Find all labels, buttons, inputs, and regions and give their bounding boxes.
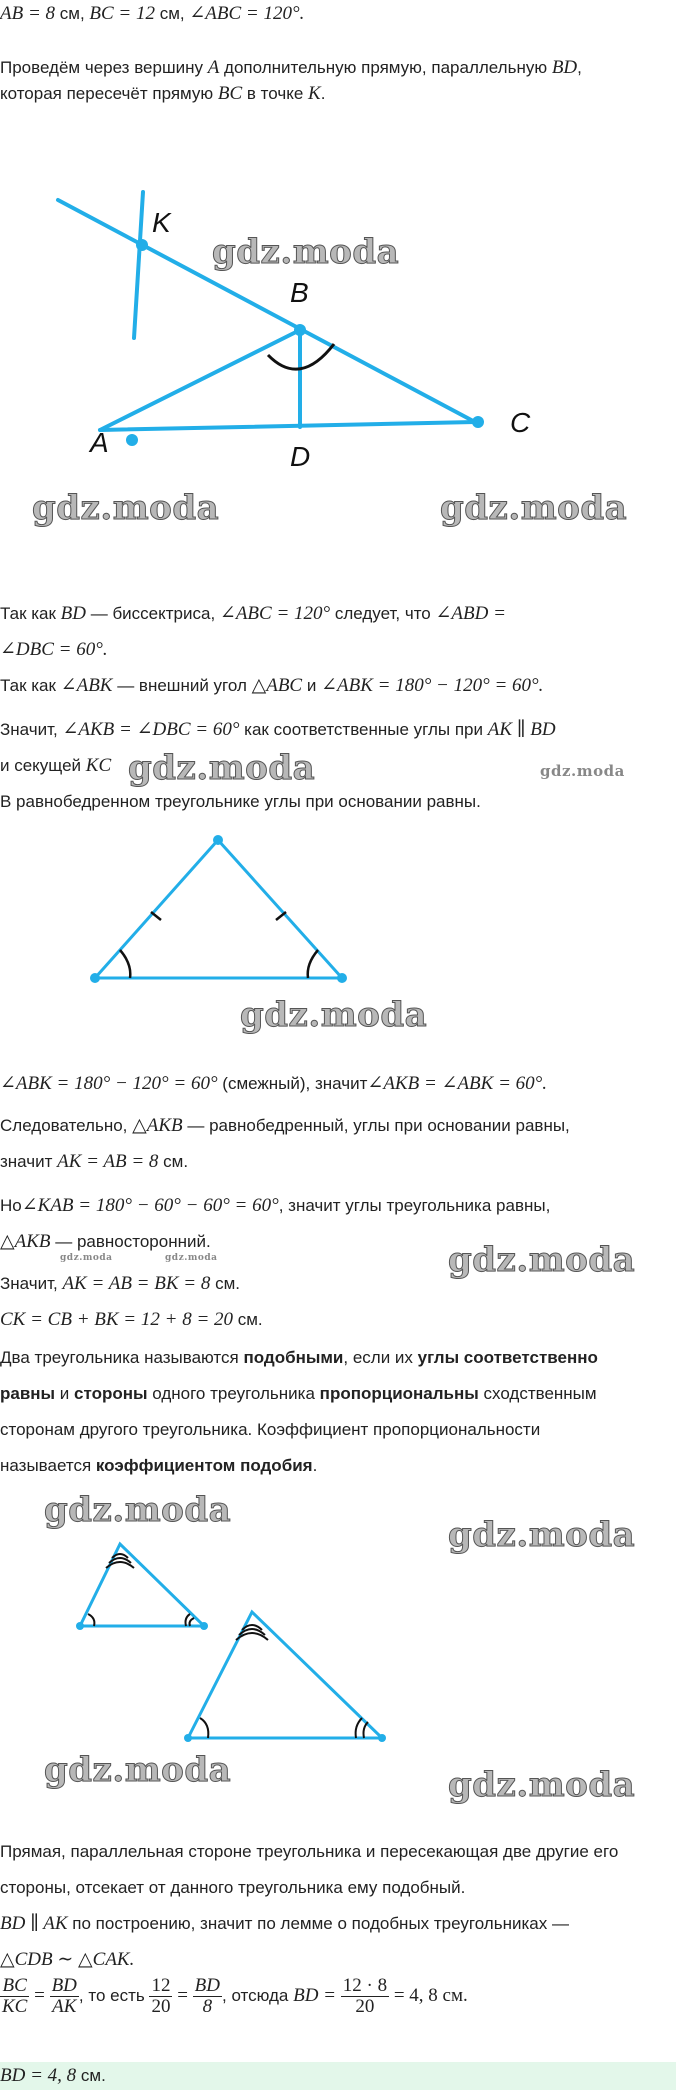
point-a [126, 434, 138, 446]
math: ∠ABC = 120° [219, 603, 331, 624]
consequence-line-1 [0, 1114, 676, 1138]
math: AK = AB = 8 [57, 1151, 159, 1172]
text: . [320, 84, 326, 103]
large-triangle [188, 1612, 382, 1738]
fraction-bd-ak [50, 1976, 79, 2017]
math: △AKB [0, 1231, 51, 1252]
text: Два треугольника называются [0, 1348, 244, 1367]
text: Значит, [0, 1274, 63, 1293]
text: значит [0, 1152, 58, 1171]
text: одного треугольника [147, 1384, 320, 1403]
numerator: 12 · 8 [342, 1976, 388, 1996]
equals: = [172, 1984, 193, 2006]
math: △AKB [132, 1115, 183, 1136]
text: — равнобедренный, углы при основании равны, [182, 1116, 570, 1135]
text: — биссектриса, [86, 604, 220, 623]
watermark: gdz.moda [60, 1253, 113, 1263]
text: , отсюда [222, 1985, 294, 2005]
fraction-bc-kc [0, 1976, 29, 2017]
figure-similar-triangles [0, 1530, 680, 1750]
watermark: gdz.moda [440, 488, 628, 528]
lemma-line-2: стороны, отсекает от данного треугольника ему подобный. [0, 1878, 466, 1897]
math: BD [551, 57, 578, 78]
line-ak [134, 192, 143, 338]
watermark: gdz.moda [240, 995, 428, 1035]
unit: см, [55, 4, 90, 23]
text: дополнительную прямую, параллельную [219, 58, 552, 77]
label-b: B [290, 277, 309, 308]
watermark: gdz.moda [448, 1515, 636, 1555]
watermark: gdz.moda [448, 1765, 636, 1805]
given-angle: ∠ABC = 120°. [189, 3, 305, 24]
label-k: K [152, 207, 171, 238]
vertex-right [337, 973, 347, 983]
vertex [200, 1622, 208, 1630]
label-d: D [290, 441, 311, 472]
text: Так как [0, 604, 61, 623]
lemma-line-4 [0, 1948, 676, 1972]
math: ∠ABK = 180° − 120° = 60° [0, 1073, 218, 1094]
bold-term: подобными [243, 1348, 344, 1367]
math: ∠ABK [60, 675, 113, 696]
text: см. [158, 1152, 189, 1171]
numerator: 12 [151, 1976, 171, 1996]
sides-line [0, 1272, 676, 1296]
side-ac [100, 422, 475, 430]
given-line [0, 2, 676, 26]
math: BD ∥ AK [0, 1913, 68, 1934]
construction-line-1 [0, 56, 676, 80]
kab-line-1 [0, 1194, 676, 1218]
numerator: BD [51, 1976, 77, 1996]
small-triangle [80, 1544, 204, 1626]
text: Проведём через вершину [0, 58, 208, 77]
text: сходственным [478, 1384, 597, 1403]
math: A [207, 57, 220, 78]
ck-line [0, 1308, 676, 1332]
denominator: KC [2, 1996, 28, 2017]
side-right [218, 840, 342, 978]
text: называется [0, 1456, 96, 1475]
text: (смежный), значит [217, 1074, 368, 1093]
bisector-line-2 [0, 638, 676, 662]
text: — равносторонний. [50, 1232, 211, 1251]
text: Но [0, 1196, 22, 1215]
vertex [76, 1622, 84, 1630]
angle-arc-right [308, 950, 318, 978]
text: , значит углы треугольника равны, [278, 1196, 551, 1215]
answer-line [0, 2064, 676, 2088]
consequence-line-2 [0, 1150, 676, 1174]
vertex-left [90, 973, 100, 983]
unit: см, [155, 4, 190, 23]
math: ∠KAB = 180° − 60° − 60° = 60° [21, 1195, 279, 1216]
point-k [136, 239, 148, 251]
math: ∠ABK = 180° − 120° = 60°. [321, 675, 544, 696]
math: ∠AKB = ∠ABK = 60°. [367, 1073, 548, 1094]
fraction-12-20 [149, 1976, 172, 2017]
bold-term: пропорциональны [319, 1384, 479, 1403]
proportion-line [0, 1976, 676, 2040]
isosceles-rule: В равнобедренном треугольнике углы при основании равны. [0, 792, 481, 811]
text: см. [210, 1274, 240, 1293]
denominator: 20 [151, 1996, 171, 2017]
corresponding-line-1 [0, 718, 676, 742]
math: ∠ABD = [435, 603, 506, 624]
point-b [294, 324, 306, 336]
arc [88, 1614, 94, 1626]
text: Значит, [0, 720, 63, 739]
lemma-line-3 [0, 1912, 676, 1936]
text: и [302, 676, 322, 695]
watermark: gdz.moda [448, 1240, 636, 1280]
side-left [95, 840, 218, 978]
text: . [312, 1456, 318, 1475]
equals: = [29, 1984, 50, 2006]
text: = 4, 8 см. [389, 1984, 468, 2006]
fraction-bd-8 [193, 1976, 222, 2017]
given-ab: AB = 8 [0, 3, 56, 24]
text: Следовательно, [0, 1116, 133, 1135]
vertex [184, 1734, 192, 1742]
bold-term: углы соответственно [417, 1348, 598, 1367]
numerator: BD [194, 1976, 220, 1996]
math: BD = [293, 1984, 341, 2006]
text: и [55, 1384, 75, 1403]
arc [356, 1718, 362, 1738]
text: , если их [343, 1348, 418, 1367]
watermark: gdz.moda [32, 488, 220, 528]
math: △CDB ∼ △CAK. [0, 1949, 135, 1970]
math: K [308, 83, 321, 104]
watermark: gdz.moda [128, 748, 316, 788]
math: BD [60, 603, 86, 624]
point-c [472, 416, 484, 428]
text: см. [233, 1310, 263, 1329]
similar-def-line-1 [0, 1346, 676, 1370]
math: AK = AB = BK = 8 [62, 1273, 211, 1294]
given-bc: BC = 12 [89, 3, 156, 24]
text: следует, что [330, 604, 436, 623]
similar-def-line-4 [0, 1454, 676, 1478]
arc [200, 1718, 208, 1738]
math: CK = CB + BK = 12 + 8 = 20 [0, 1309, 234, 1330]
watermark: gdz.moda [44, 1750, 232, 1790]
denominator: 8 [202, 1996, 213, 2017]
denominator: 20 [355, 1996, 375, 2017]
denominator: AK [52, 1996, 77, 2017]
figure-isosceles [0, 830, 680, 990]
text: — внешний угол [112, 676, 252, 695]
math: BD = 4, 8 [0, 2065, 77, 2086]
math: ∠DBC = 60°. [0, 639, 108, 660]
angle-arc-left [120, 950, 130, 978]
label-c: C [510, 407, 531, 438]
answer-box [0, 2062, 676, 2090]
tick-left [151, 912, 161, 920]
watermark: gdz.moda [44, 1490, 232, 1530]
text: как соответственные углы при [239, 720, 488, 739]
text: по построению, значит по лемме о подобных треугольниках — [67, 1914, 569, 1933]
numerator: BC [0, 1976, 29, 1997]
math: △ABC [251, 675, 303, 696]
watermark: gdz.moda [165, 1253, 218, 1263]
label-a: A [90, 427, 109, 458]
math: KC [85, 755, 112, 776]
text: в точке [242, 84, 309, 103]
watermark: gdz.moda [212, 232, 400, 272]
vertex [378, 1734, 386, 1742]
similar-def-line-2 [0, 1382, 676, 1406]
bold-term: равны [0, 1384, 56, 1403]
abk-line [0, 1072, 676, 1096]
text: , то есть [78, 1985, 150, 2005]
text: и секущей [0, 756, 86, 775]
bisector-line-1 [0, 602, 676, 626]
lemma-line-1: Прямая, параллельная стороне треугольника и пересекающая две другие его [0, 1842, 619, 1861]
text: которая пересечёт прямую [0, 84, 218, 103]
bold-term: коэффициентом подобия [95, 1456, 313, 1475]
similar-def-line-3: сторонам другого треугольника. Коэффициент пропорциональности [0, 1420, 541, 1439]
figure-construction [0, 130, 680, 550]
fraction-result [341, 1976, 389, 2017]
math: AK ∥ BD [487, 719, 556, 740]
math: ∠AKB = ∠DBC = 60° [62, 719, 240, 740]
vertex-top [213, 835, 223, 845]
text: см. [76, 2066, 106, 2085]
math: BC [217, 83, 243, 104]
external-angle-line [0, 674, 676, 698]
bold-term: стороны [74, 1384, 148, 1403]
side-ab [100, 330, 300, 430]
text: , [577, 58, 582, 77]
construction-line-2 [0, 82, 676, 106]
text: Так как [0, 676, 61, 695]
watermark: gdz.moda [540, 762, 625, 780]
